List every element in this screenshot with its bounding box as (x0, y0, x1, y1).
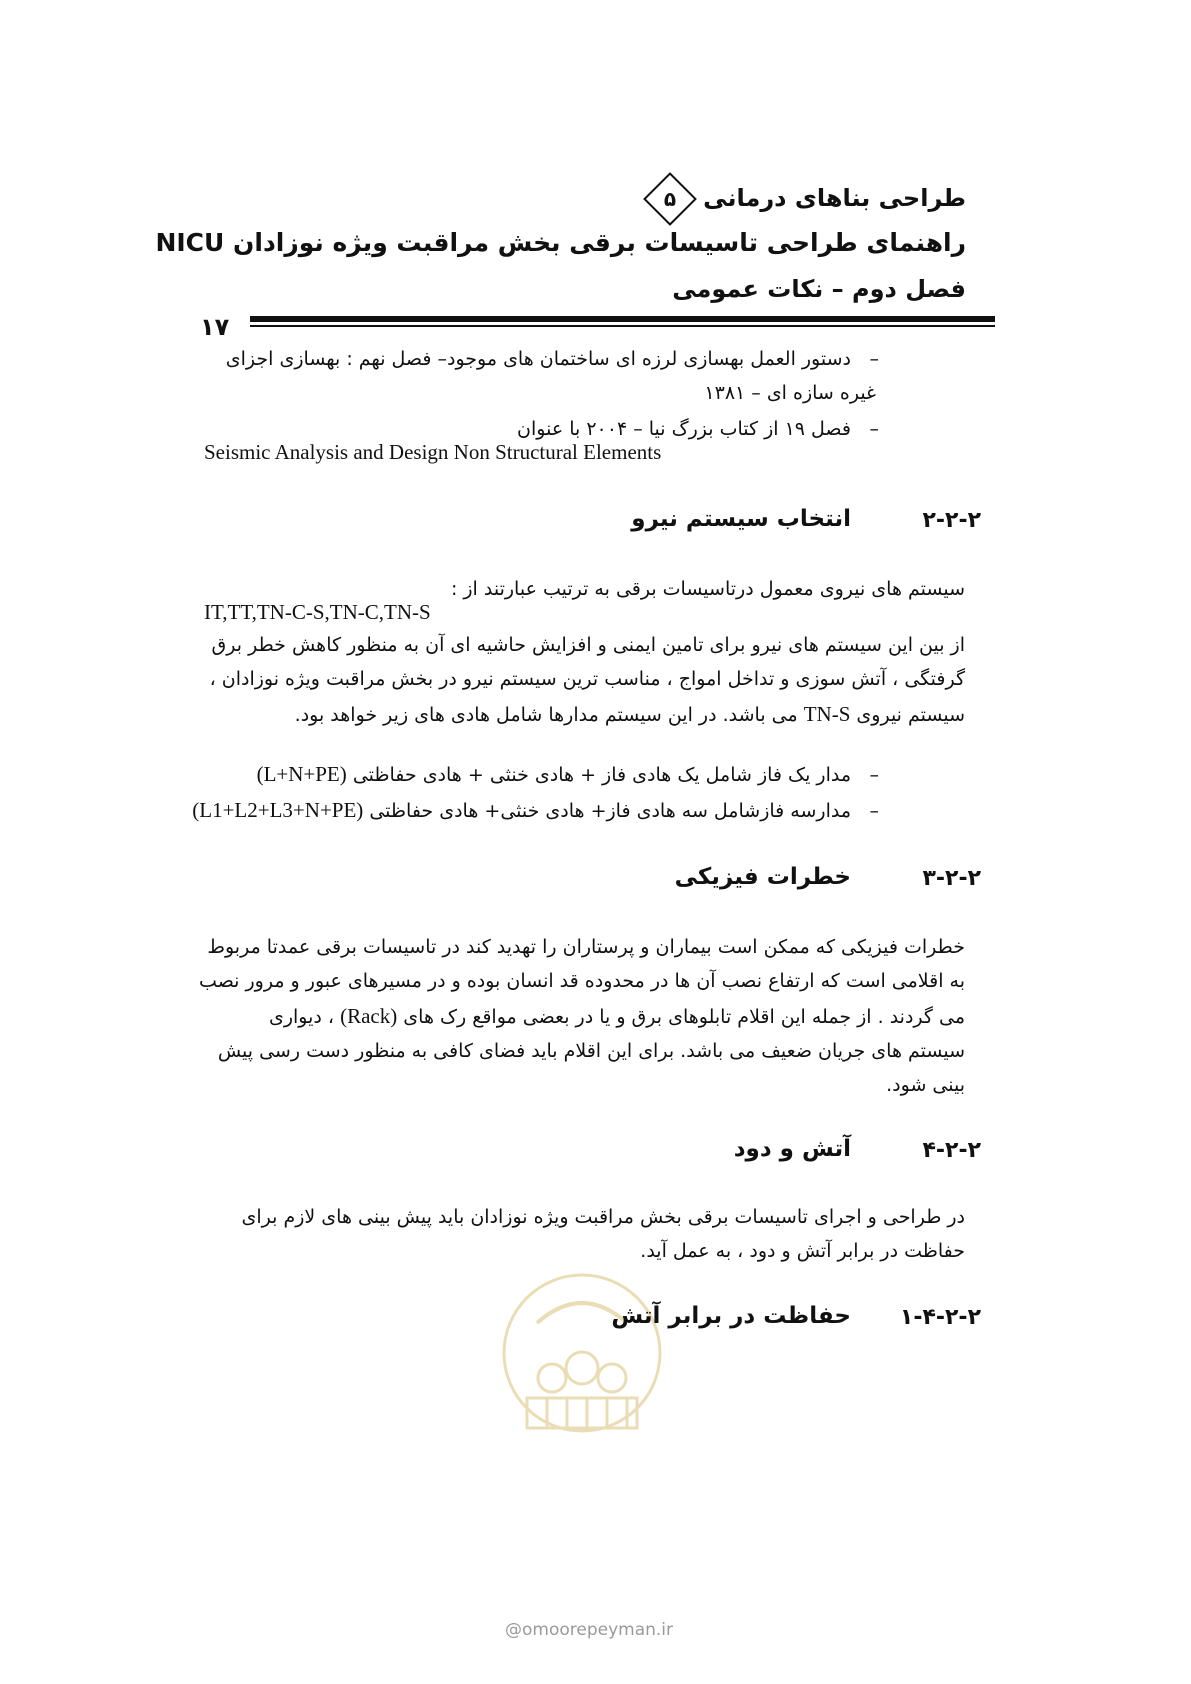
bullet-dash: – (869, 800, 879, 822)
volume-number: ۵ (663, 187, 676, 211)
bullet-item (257, 762, 851, 787)
paragraph-line: سیستم های جریان ضعیف می باشد. برای این اقلام باید فضای کافی به منظور دست رسی پیش (217, 1040, 965, 1062)
paragraph-line: گرفتگی ، آتش سوزی و تداخل امواج ، مناسب ترین سیستم نیرو در بخش مراقبت ویژه نوزادان ، (209, 668, 965, 690)
section-number: ۳-۲-۲ (922, 866, 981, 891)
paragraph-line: در طراحی و اجرای تاسیسات برقی بخش مراقبت ویژه نوزادان باید پیش بینی های لازم برای (241, 1206, 965, 1228)
system-name-latin: TN-S (803, 702, 851, 726)
bullet-latin: (L1+L2+L3+N+PE) (192, 798, 364, 822)
paragraph-line: بینی شود. (886, 1074, 965, 1096)
bullet-item (192, 798, 851, 823)
volume-badge (643, 172, 697, 226)
paragraph-line: سیستم های نیروی معمول درتاسیسات برقی به ترتیب عبارتند از : (450, 578, 965, 600)
bullet-text: مدار یک فاز شامل یک هادی فاز + هادی خنثی + هادی حفاظتی (352, 764, 851, 786)
chapter-title: فصل دوم – نکات عمومی (672, 275, 966, 303)
section-title: حفاظت در برابر آتش (611, 1303, 851, 1329)
reference-dash: – (869, 348, 879, 370)
reference-1-line-1: دستور العمل بهسازی لرزه ای ساختمان های موجود– فصل نهم : بهسازی اجزای (225, 348, 851, 370)
paragraph-line: از بین این سیستم های نیرو برای تامین ایمنی و افزایش حاشیه ای آن به منظور کاهش خطر برق (211, 634, 965, 656)
watermark-text: @omoorepeyman.ir (505, 1620, 674, 1640)
rack-latin: (Rack) (340, 1004, 398, 1028)
paragraph-line: حفاظت در برابر آتش و دود ، به عمل آید. (640, 1240, 965, 1262)
section-number: ۲-۲-۲ (922, 508, 981, 533)
power-systems-list: IT,TT,TN-C-S,TN-C,TN-S (204, 600, 431, 624)
section-title: انتخاب سیستم نیرو (631, 506, 851, 532)
paragraph-text: ، دیواری (268, 1006, 335, 1028)
paragraph-line (269, 1004, 965, 1029)
section-number: ۱-۴-۲-۲ (899, 1305, 981, 1330)
bullet-latin: (L+N+PE) (256, 762, 347, 786)
paragraph-text: می گردند . از جمله این اقلام تابلوهای برق و یا در بعضی مواقع رک های (403, 1006, 965, 1028)
reference-2-latin-title: Seismic Analysis and Design Non Structural Elements (204, 440, 662, 464)
paragraph-line: به اقلامی است که ارتفاع نصب آن ها در محدوده قد انسان بوده و در مسیرهای عبور و مرور نصب (199, 970, 965, 992)
reference-dash: – (869, 418, 879, 440)
section-title: آتش و دود (733, 1136, 851, 1162)
series-title-text: طراحی بناهای درمانی (703, 184, 966, 212)
bullet-dash: – (869, 764, 879, 786)
book-guide-title: راهنمای طراحی تاسیسات برقی بخش مراقبت ویژه نوزادان NICU (155, 228, 966, 257)
section-title: خطرات فیزیکی (674, 864, 851, 890)
book-series-title (645, 180, 966, 218)
section-number: ۴-۲-۲ (922, 1138, 981, 1163)
paragraph-line (295, 702, 965, 727)
paragraph-text: سیستم نیروی (856, 704, 965, 726)
reference-2-line-1: فصل ۱۹ از کتاب بزرگ نیا – ۲۰۰۴ با عنوان (517, 418, 851, 440)
watermark-logo-icon (497, 1263, 667, 1453)
paragraph-line: خطرات فیزیکی که ممکن است بیماران و پرستاران را تهدید کند در تاسیسات برقی عمدتا مربوط (207, 936, 965, 958)
bullet-text: مدارسه فازشامل سه هادی فاز+ هادی خنثی+ هادی حفاظتی (369, 800, 851, 822)
header-rule-thin (250, 325, 995, 327)
header-rule-thick (250, 316, 995, 322)
reference-1-line-2: غیره سازه ای – ۱۳۸۱ (704, 382, 876, 404)
paragraph-text: می باشد. در این سیستم مدارها شامل هادی های زیر خواهد بود. (294, 704, 798, 726)
page-number: ۱۷ (200, 313, 230, 341)
